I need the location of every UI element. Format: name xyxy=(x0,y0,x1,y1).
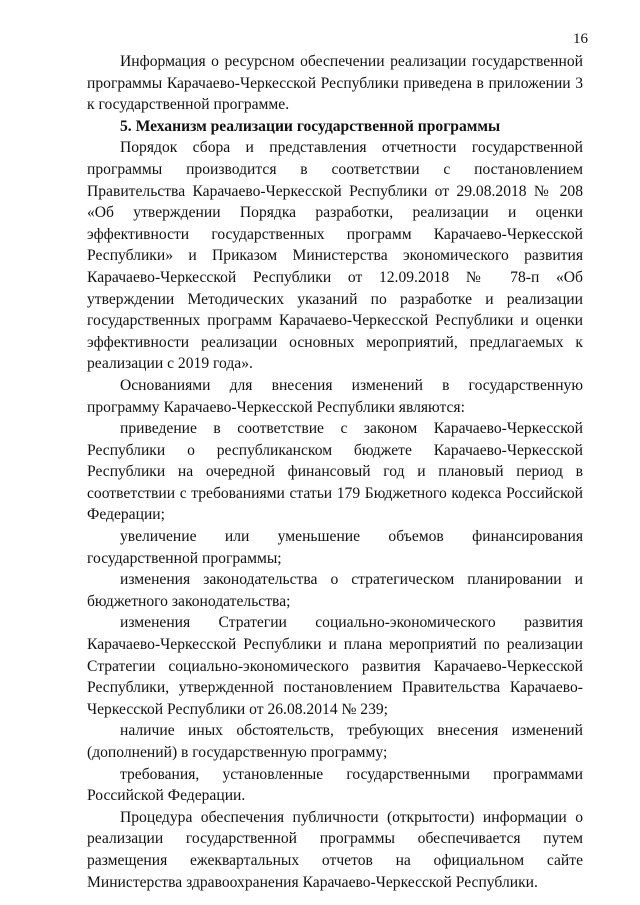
list-item-funding-change: увеличение или уменьшение объемов финансирования государственной программы; xyxy=(87,528,583,567)
list-item-strategy-change: изменения Стратегии социально-экономического развития Карачаево-Черкесской Республики и плана мероприятий по реализации Стратегии социально-экономического развития Карачаево-Черкесской Республики, утвержденной постановлением Правительства Карачаево-Черкесской Республики от 26.08.2014 № 239; xyxy=(87,614,583,718)
reporting-procedure-paragraph: Порядок сбора и представления отчетности государственной программы производится в соответствии с постановлением Правительства Карачаево-Черкесской Республики от 29.08.2018 № 208 «Об утверждении Порядка разработки, реализации и оценки эффективности государственных программ Карачаево-Черкесской Республики» и Приказом Министерства экономического развития Карачаево-Черкесской Республики от 12.09.2018 № 78-п «Об утверждении Методических указаний по разработке и реализации государственных программ Карачаево-Черкесской Республики и оценки эффективности реализации основных мероприятий, предлагаемых к реализации с 2019 года». xyxy=(87,139,583,373)
document-body xyxy=(87,51,583,893)
list-item-federal-requirements: требования, установленные государственными программами Российской Федерации. xyxy=(87,765,583,805)
change-grounds-paragraph: Основаниями для внесения изменений в государственную программу Карачаево-Черкесской Республики являются: xyxy=(87,376,583,416)
page-number: 16 xyxy=(573,31,588,47)
list-item-other-circumstances: наличие иных обстоятельств, требующих внесения изменений (дополнений) в государственную программу; xyxy=(87,722,583,761)
publicity-paragraph: Процедура обеспечения публичности (открытости) информации о реализации государственной программы обеспечивается путем размещения ежеквартальных отчетов на официальном сайте Министерства здравоохранения Карачаево-Черкесской Республики. xyxy=(87,808,583,891)
list-item-legislation-change: изменения законодательства о стратегическом планировании и бюджетного законодательства; xyxy=(87,571,583,610)
list-item-budget-law: приведение в соответствие с законом Карачаево-Черкесской Республики о республиканском бюджете Карачаево-Черкесской Республики на очередной финансовый год и плановый период в соответствии с требованиями статьи 179 Бюджетного кодекса Российской Федерации; xyxy=(87,420,583,524)
intro-paragraph: Информация о ресурсном обеспечении реализации государственной программы Карачаево-Черкесской Республики приведена в приложении 3 к государственной программе. xyxy=(87,53,583,114)
section-heading: 5. Механизм реализации государственной программы xyxy=(120,117,501,135)
